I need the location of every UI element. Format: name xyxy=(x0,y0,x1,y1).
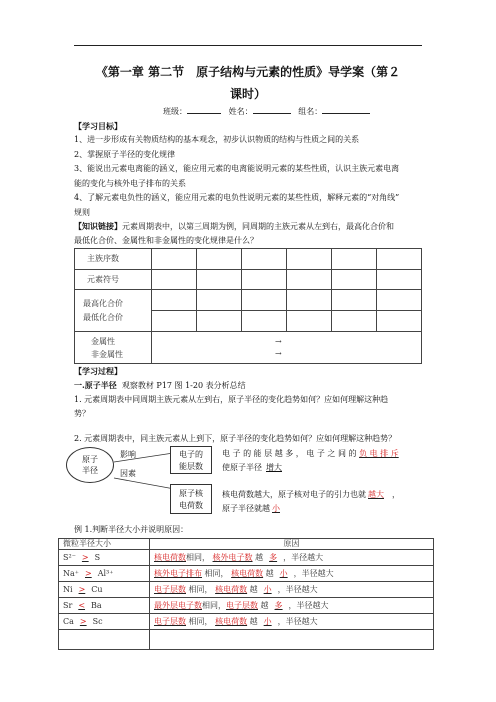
group-label: 组名： xyxy=(298,107,323,116)
shell-explanation-text: 电 子 的 能 层 越 多 ， 电 子 之 间 的 xyxy=(222,449,360,458)
particle-b: Sc xyxy=(92,616,103,626)
table-cell[interactable] xyxy=(332,311,377,332)
charge-explanation-text: 核电荷数越大，原子核对电子的引力也就 xyxy=(222,490,366,499)
compare-answer[interactable]: > xyxy=(79,616,87,626)
table-cell[interactable] xyxy=(377,311,422,332)
header-rule xyxy=(74,45,422,46)
table-cell[interactable] xyxy=(287,311,332,332)
knowledge-link-text-1: 元素周期表中，以第三周期为例，同周期的主族元素从左到右，最高化合价和 xyxy=(122,222,394,231)
particle-a: Ca xyxy=(63,616,74,626)
example-1-title: 例 1.判断半径大小并说明原因： xyxy=(74,525,189,534)
table-cell[interactable] xyxy=(152,270,197,290)
particle-b: Cu xyxy=(91,584,103,594)
table-row xyxy=(59,598,434,614)
name-field[interactable] xyxy=(253,104,291,114)
table-cell[interactable] xyxy=(152,290,197,311)
compare-answer[interactable]: < xyxy=(78,600,86,610)
table-cell[interactable] xyxy=(287,249,332,270)
row-label-metallic-property: 金属性 xyxy=(91,336,115,346)
factor-label: 因素 xyxy=(120,469,136,478)
compare-answer[interactable]: > xyxy=(81,552,89,562)
knowledge-link-heading: 【知识链接】 xyxy=(74,221,122,231)
reason-answer-3[interactable]: 多 xyxy=(274,600,283,610)
nuclear-charge-label-2: 电荷数 xyxy=(179,501,203,510)
particle-b: Al³⁺ xyxy=(97,568,114,578)
reason-answer-3[interactable]: 小 xyxy=(263,616,272,626)
reason-text-2: 越 xyxy=(249,584,258,594)
objective-item: 4、了解元素电负性的涵义，能应用元素的电负性说明元素的某些性质，解释元素的“对角线” xyxy=(74,193,400,202)
objective-item: 1、进一步形成有关物质结构的基本观念，初步认识物质的结构与性质之间的关系 xyxy=(74,135,360,144)
reason-text-2: 越 xyxy=(260,600,269,610)
table-row xyxy=(59,550,434,566)
table-cell[interactable] xyxy=(377,249,422,270)
knowledge-link xyxy=(74,221,394,232)
atomic-radius-circle xyxy=(66,447,114,483)
table-row xyxy=(59,566,434,582)
title-line-1: 《第一章 第二节 原子结构与元素的性质》导学案（第２ xyxy=(95,65,401,79)
table-cell[interactable] xyxy=(377,270,422,290)
table-cell[interactable] xyxy=(287,270,332,290)
shell-explanation xyxy=(222,448,399,459)
charge-explanation: 核电荷数越大，原子核对电子的引力也就 越大 ， xyxy=(222,490,400,499)
charge-explanation-text-2: 原子半径就越 xyxy=(222,504,270,513)
knowledge-link-text-2: 最低化合价、金属性和非金属性的变化规律是什么？ xyxy=(74,236,258,245)
reason-text-1: 相同， xyxy=(186,552,210,562)
table-cell[interactable] xyxy=(242,311,287,332)
reason-answer-2[interactable]: 核外电子数 xyxy=(212,552,253,562)
circle-label-2: 半径 xyxy=(82,466,98,475)
answer-smaller[interactable]: 小 xyxy=(272,504,280,513)
class-field[interactable] xyxy=(187,104,221,114)
row-label-group-number: 主族序数 xyxy=(75,249,152,270)
class-label: 班级： xyxy=(163,107,187,116)
particle-a: Na⁺ xyxy=(63,568,79,578)
reason-answer-2[interactable]: 核电荷数 xyxy=(215,616,248,626)
reason-answer-2[interactable]: 核电荷数 xyxy=(231,568,264,578)
reason-text-3: ，半径越大 xyxy=(277,584,318,594)
row-label-highest-valence: 最高化合价 xyxy=(83,298,123,308)
table-cell[interactable] xyxy=(197,249,242,270)
reason-text-3: ，半径越大 xyxy=(288,600,329,610)
objectives-heading: 【学习目标】 xyxy=(74,121,122,131)
name-label: 姓名： xyxy=(228,107,253,116)
reason-text-2: 越 xyxy=(265,568,274,578)
reason-answer-3[interactable]: 多 xyxy=(269,552,278,562)
process-heading: 【学习过程】 xyxy=(74,366,122,376)
arrow-right-icon: → xyxy=(275,348,282,358)
table-cell[interactable] xyxy=(242,290,287,311)
objective-item: 3、能说出元素电离能的涵义，能应用元素的电离能说明元素的某些性质，认识主族元素电离 xyxy=(74,164,400,173)
influence-label: 影响 xyxy=(120,450,136,459)
group-field[interactable] xyxy=(322,104,370,114)
question-1-cont: 势？ xyxy=(74,409,90,418)
table-cell[interactable] xyxy=(197,270,242,290)
nuclear-charge-box xyxy=(170,484,212,514)
reason-answer-3[interactable]: 小 xyxy=(263,584,272,594)
reason-text-1: 相同， xyxy=(188,616,213,626)
table-cell[interactable] xyxy=(152,249,197,270)
particle-b: Ba xyxy=(91,600,102,610)
periodic-trend-table xyxy=(74,248,422,364)
reason-answer-1[interactable]: 最外层电子数 xyxy=(154,600,202,610)
answer-greater[interactable]: 越大 xyxy=(368,490,384,499)
row-label-lowest-valence: 最低化合价 xyxy=(83,312,123,322)
table-cell[interactable] xyxy=(150,630,434,650)
answer-repulsion[interactable]: 负 电 排 斥 xyxy=(359,449,399,458)
section-1-note: 观察教材 P17 图 1-20 表分析总结 xyxy=(121,381,246,390)
row-label-nonmetallic-property: 非金属性 xyxy=(91,349,123,359)
title-line-2: 课时） xyxy=(229,87,266,101)
objective-item: 规则 xyxy=(74,208,90,217)
shell-explanation-2 xyxy=(222,462,292,473)
question-2: 2. 元素周期表中，同主族元素从上到下，原子半径的变化趋势如何？应如何理解这种趋势？ xyxy=(74,434,397,443)
reason-answer-1[interactable]: 电子层数 xyxy=(154,616,186,626)
reason-text-1: 相同， xyxy=(204,568,229,578)
table-cell[interactable] xyxy=(197,290,242,311)
reason-text-3: ，半径越大 xyxy=(277,616,318,626)
reason-answer-1[interactable]: 核外电子排布 xyxy=(154,568,202,578)
electron-shell-label-2: 能层数 xyxy=(179,462,203,471)
table-row xyxy=(59,582,434,598)
table-cell[interactable] xyxy=(332,249,377,270)
table-row xyxy=(59,630,434,650)
reason-answer-2[interactable]: 电子层数 xyxy=(226,600,258,610)
objective-item: 能的变化与核外电子排布的关系 xyxy=(74,179,186,188)
student-info xyxy=(163,104,370,117)
particle-b: S xyxy=(94,552,101,562)
section-1-title xyxy=(74,380,246,391)
table-cell[interactable] xyxy=(287,290,332,311)
page-title xyxy=(70,64,426,102)
table-cell[interactable] xyxy=(242,270,287,290)
reason-text-3: ，半径越大 xyxy=(283,552,324,562)
table-cell[interactable] xyxy=(377,290,422,311)
reason-text-2: 越 xyxy=(255,552,264,562)
shell-explanation-text-2: 使原子半径 xyxy=(222,463,262,472)
compare-answer[interactable]: > xyxy=(85,568,92,578)
trend-arrows-cell[interactable] xyxy=(152,332,422,364)
row-label-valence xyxy=(75,290,152,332)
particle-a: Ni xyxy=(63,584,73,594)
question-1: 1. 元素周期表中同周期主族元素从左到右，原子半径的变化趋势如何？应如何理解这种趋 xyxy=(74,395,389,404)
charge-explanation-2 xyxy=(222,503,288,514)
reason-answer-2[interactable]: 核电荷数 xyxy=(215,584,248,594)
nuclear-charge-label-1: 原子核 xyxy=(179,489,203,498)
reason-answer-3[interactable]: 小 xyxy=(279,568,288,578)
electron-shell-box xyxy=(170,446,212,474)
particle-a: S²⁻ xyxy=(63,552,76,562)
reason-text-1: 相同， xyxy=(202,600,226,610)
table-cell[interactable] xyxy=(332,290,377,311)
section-1-label: 一.原子半径 xyxy=(74,380,117,390)
table-cell[interactable] xyxy=(152,311,197,332)
particle-a: Sr xyxy=(63,600,73,610)
row-label-element-symbol: 元素符号 xyxy=(75,270,152,290)
col-header-radius: 微粒半径大小 xyxy=(59,539,150,550)
row-label-metallic xyxy=(75,332,152,364)
table-cell[interactable] xyxy=(242,249,287,270)
reason-text-1: 相同， xyxy=(188,584,213,594)
table-row xyxy=(59,614,434,630)
reason-answer-1[interactable]: 核电荷数 xyxy=(154,552,186,562)
table-cell[interactable] xyxy=(332,270,377,290)
electron-shell-label-1: 电子的 xyxy=(179,450,203,459)
circle-label-1: 原子 xyxy=(82,455,98,464)
answer-increase[interactable]: 增大 xyxy=(266,463,282,472)
arrow-right-icon: → xyxy=(275,336,282,346)
objective-item: 2、掌握原子半径的变化规律 xyxy=(74,150,176,159)
compare-answer[interactable]: > xyxy=(78,584,86,594)
radius-comparison-table xyxy=(58,538,434,650)
col-header-reason: 原因 xyxy=(150,539,434,550)
table-cell[interactable] xyxy=(197,311,242,332)
reason-text-3: ，半径越大 xyxy=(293,568,334,578)
reason-answer-1[interactable]: 电子层数 xyxy=(154,584,186,594)
table-cell[interactable] xyxy=(59,630,150,650)
reason-text-2: 越 xyxy=(249,616,258,626)
